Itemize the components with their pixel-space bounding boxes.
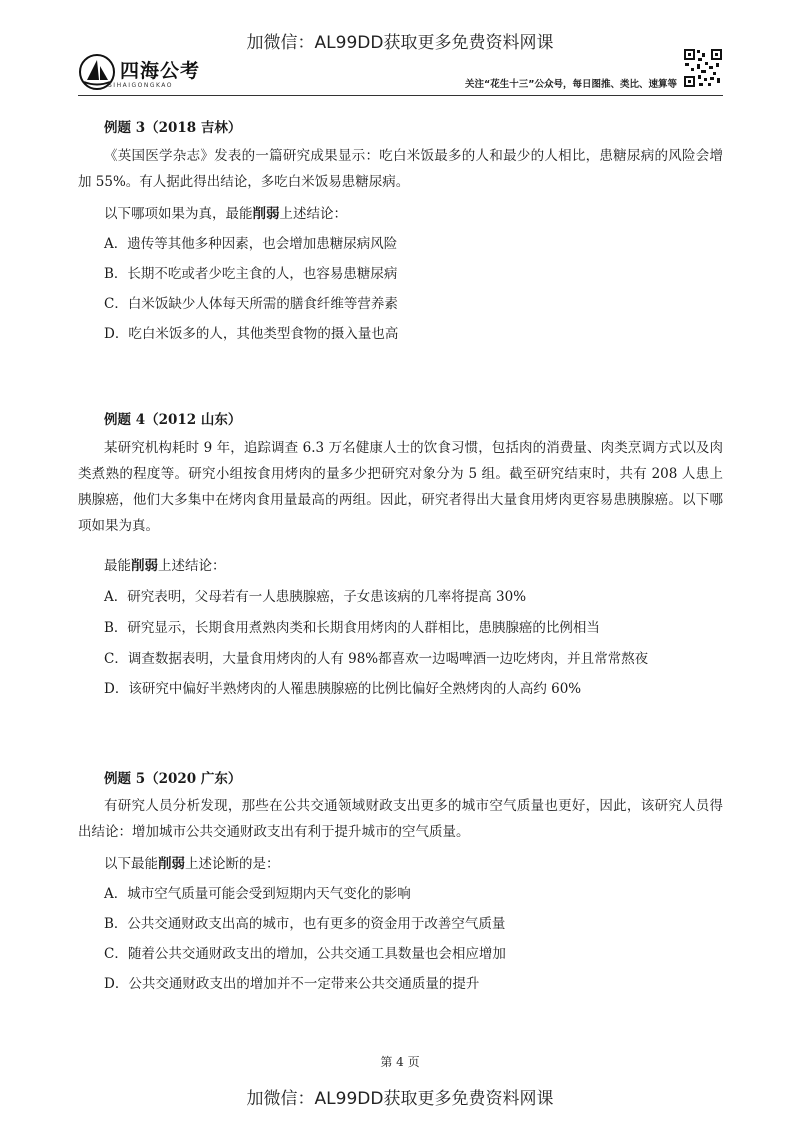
logo-subtext: SIHAIGONGKAO xyxy=(108,82,174,89)
page-header xyxy=(78,52,723,94)
option-b: B．公共交通财政支出高的城市，也有更多的资金用于改善空气质量 xyxy=(104,916,506,932)
option-d: D．吃白米饭多的人，其他类型食物的摄入量也高 xyxy=(104,326,399,342)
option-a: A．城市空气质量可能会受到短期内天气变化的影响 xyxy=(104,886,411,902)
question-prompt: 以下哪项如果为真，最能削弱上述结论： xyxy=(104,206,347,222)
option-d: D．该研究中偏好半熟烤肉的人罹患胰腺癌的比例比偏好全熟烤肉的人高约 60% xyxy=(104,681,582,697)
question-stem: 《英国医学杂志》发表的一篇研究成果显示：吃白米饭最多的人和最少的人相比，患糖尿病的风险会增加 55%。有人据此得出结论，多吃白米饭易患糖尿病。 xyxy=(78,148,723,190)
question-prompt: 最能削弱上述结论： xyxy=(104,558,226,574)
brand-logo xyxy=(78,54,238,94)
page-number: 第 4 页 xyxy=(380,1055,420,1069)
option-c: C．白米饭缺少人体每天所需的膳食纤维等营养素 xyxy=(104,296,398,312)
question-stem: 有研究人员分析发现，那些在公共交通领域财政支出更多的城市空气质量也更好，因此，该研究人员得出结论：增加城市公共交通财政支出有利于提升城市的空气质量。 xyxy=(78,798,723,840)
header-divider xyxy=(78,95,723,96)
question-title: 例题 5（2020 广东） xyxy=(104,771,242,787)
question-title: 例题 4（2012 山东） xyxy=(104,412,242,428)
watermark-top: 加微信：AL99DD获取更多免费资料网课 xyxy=(246,33,554,53)
question-stem: 某研究机构耗时 9 年，追踪调查 6.3 万名健康人士的饮食习惯，包括肉的消费量、肉类烹调方式以及肉类煮熟的程度等。研究小组按食用烤肉的量多少把研究对象分为 5 组。截至研究结束时，共有 208 人患上胰腺癌，他们大多集中在烤肉食用量最高的两组。因此，研究者得出大量食用烤肉更容易患胰腺癌。以下哪项如果为真。 xyxy=(78,440,723,534)
option-a: A．遗传等其他多种因素，也会增加患糖尿病风险 xyxy=(104,236,398,252)
option-c: C．随着公共交通财政支出的增加，公共交通工具数量也会相应增加 xyxy=(104,946,506,962)
qr-code-icon xyxy=(683,48,723,88)
question-prompt: 以下最能削弱上述论断的是： xyxy=(104,856,280,872)
header-slogan: 关注“花生十三”公众号，每日图推、类比、速算等 xyxy=(465,79,677,90)
option-a: A．研究表明，父母若有一人患胰腺癌，子女患该病的几率将提高 30% xyxy=(104,589,527,605)
logo-text: 四海公考 xyxy=(120,60,201,82)
option-c: C．调查数据表明，大量食用烤肉的人有 98%都喜欢一边喝啤酒一边吃烤肉，并且常常熬夜 xyxy=(104,651,649,667)
question-title: 例题 3（2018 吉林） xyxy=(104,120,242,136)
option-b: B．长期不吃或者少吃主食的人，也容易患糖尿病 xyxy=(104,266,398,282)
watermark-bottom: 加微信：AL99DD获取更多免费资料网课 xyxy=(246,1089,554,1109)
option-d: D．公共交通财政支出的增加并不一定带来公共交通质量的提升 xyxy=(104,976,480,992)
option-b: B．研究显示，长期食用煮熟肉类和长期食用烤肉的人群相比，患胰腺癌的比例相当 xyxy=(104,620,600,636)
